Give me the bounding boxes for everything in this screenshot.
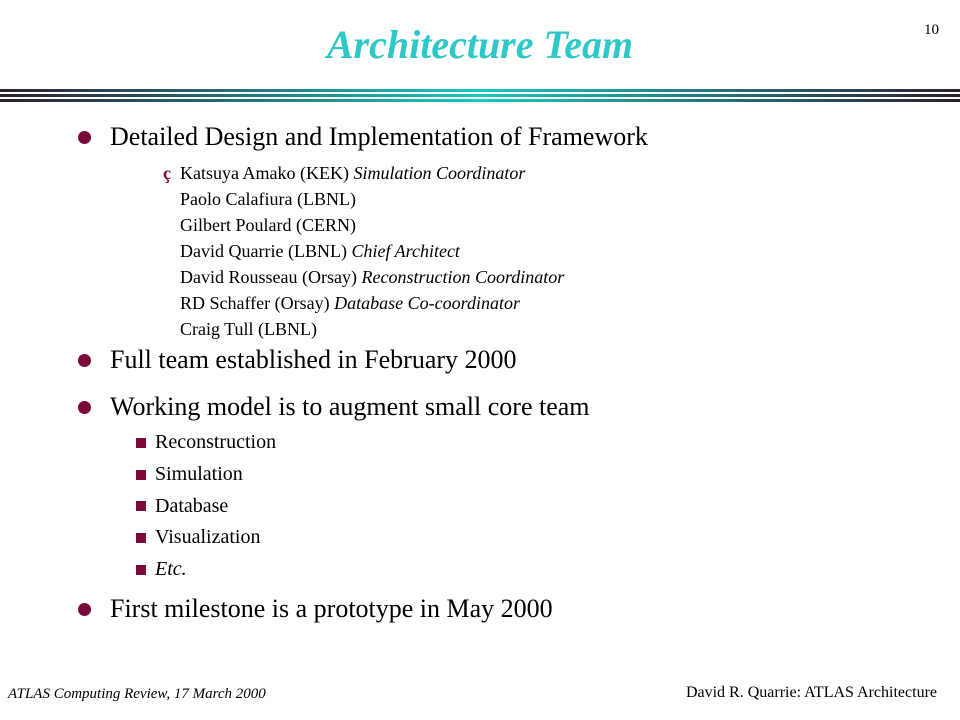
subitem-list: [136, 427, 276, 585]
team-member: [163, 160, 564, 186]
member-name: Craig Tull (LBNL): [180, 319, 318, 339]
member-role: Reconstruction Coordinator: [361, 267, 565, 287]
team-member: [180, 264, 564, 290]
bullet-dot-icon: [78, 401, 91, 414]
subitem-text: Visualization: [155, 526, 261, 549]
bullet-text: Full team established in February 2000: [110, 345, 517, 374]
team-member-list: [163, 160, 565, 342]
footer-author: David R. Quarrie: ATLAS Architecture: [685, 684, 937, 701]
square-bullet-icon: [136, 438, 146, 448]
member-role: Chief Architect: [351, 241, 460, 261]
square-bullet-icon: [136, 565, 146, 575]
team-member: [180, 186, 564, 212]
page-number: 10: [924, 22, 939, 38]
title-rule: [0, 89, 960, 103]
subitem-reconstruction: [136, 427, 276, 459]
square-bullet-icon: [136, 470, 146, 480]
bullet-detailed-design: [78, 124, 648, 150]
square-bullet-icon: [136, 533, 146, 543]
subitem-simulation: [136, 459, 276, 491]
arrow-bullet-icon: ç: [163, 163, 171, 183]
team-member: [180, 290, 564, 316]
member-name: Katsuya Amako (KEK): [180, 163, 349, 183]
bullet-text: Working model is to augment small core team: [110, 392, 590, 421]
slide-title: Architecture Team: [326, 22, 634, 67]
subitem-text: Simulation: [155, 463, 243, 486]
subitem-etc: [136, 554, 276, 586]
subitem-database: [136, 490, 276, 522]
bullet-dot-icon: [78, 354, 91, 367]
subitem-text: Etc.: [155, 558, 187, 581]
bullet-text: Detailed Design and Implementation of Framework: [110, 122, 648, 151]
title-rule-graphic: [0, 89, 960, 103]
member-name: RD Schaffer (Orsay): [180, 293, 330, 313]
bullet-text: First milestone is a prototype in May 2000: [110, 594, 553, 623]
bullet-dot-icon: [78, 131, 91, 144]
subitem-text: Reconstruction: [155, 431, 277, 454]
bullet-dot-icon: [78, 603, 91, 616]
team-member: [180, 238, 564, 264]
member-name: Paolo Calafiura (LBNL): [180, 189, 356, 209]
bullet-first-milestone: [78, 596, 553, 622]
member-name: David Rousseau (Orsay): [180, 267, 357, 287]
bullet-full-team: [78, 347, 517, 373]
member-name: Gilbert Poulard (CERN): [180, 215, 356, 235]
square-bullet-icon: [136, 501, 146, 511]
subitem-visualization: [136, 522, 276, 554]
subitem-text: Database: [155, 494, 229, 517]
member-name: David Quarrie (LBNL): [180, 241, 347, 261]
footer-event: ATLAS Computing Review, 17 March 2000: [8, 686, 266, 702]
team-member: [180, 316, 564, 342]
member-role: Simulation Coordinator: [353, 163, 526, 183]
member-role: Database Co-coordinator: [334, 293, 520, 313]
bullet-working-model: [78, 394, 590, 420]
team-member: [180, 212, 564, 238]
